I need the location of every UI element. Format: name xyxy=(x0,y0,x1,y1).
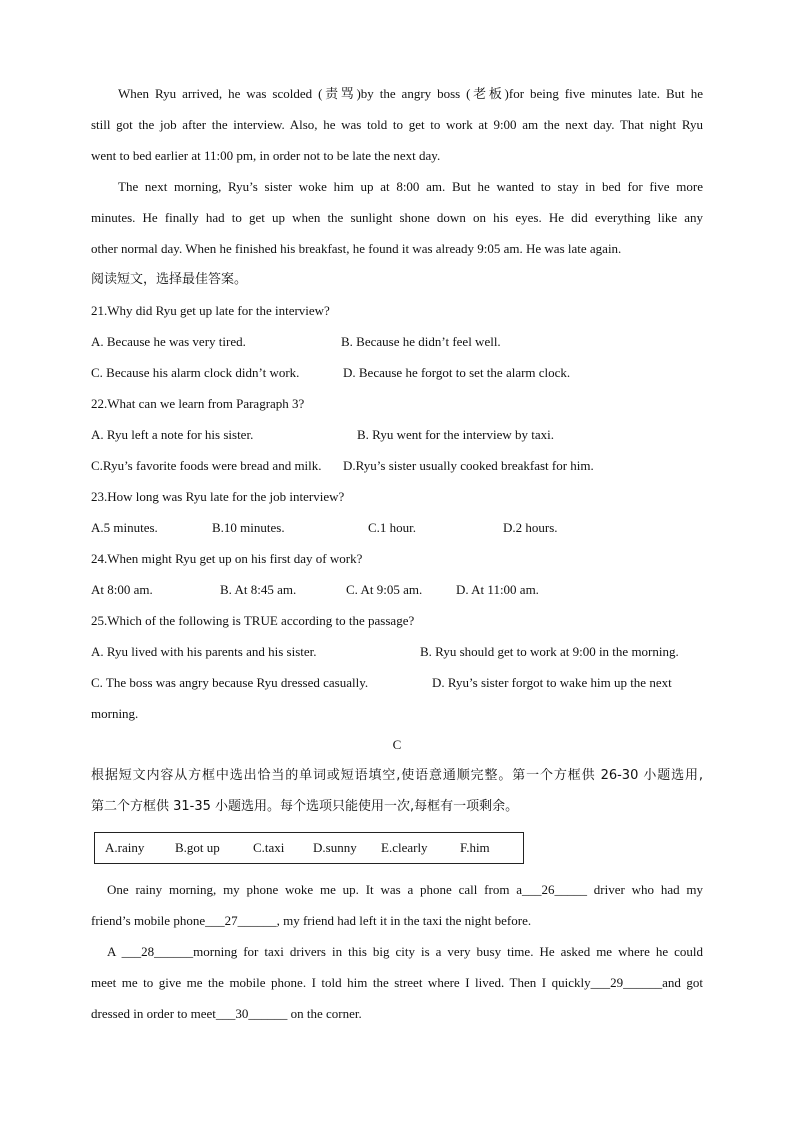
word-bank-option-f: F.him xyxy=(460,840,490,855)
passage-b-paragraph2-line1: When Ryu arrived, he was scolded (责骂)by the angry boss (老板)for being five minutes late. But he xyxy=(118,86,703,101)
question-25-stem: 25.Which of the following is TRUE according to the passage? xyxy=(91,613,415,628)
word-bank-option-e: E.clearly xyxy=(381,840,428,855)
section-c-instruction-line1: 根据短文内容从方框中选出恰当的单词或短语填空,使语意通顺完整。第一个方框供 26-30 小题选用, xyxy=(91,768,703,783)
question-21-stem: 21.Why did Ryu get up late for the interview? xyxy=(91,303,330,318)
question-23-option-c: C.1 hour. xyxy=(368,520,417,535)
question-22-option-d: D.Ryu’s sister usually cooked breakfast for him. xyxy=(343,458,594,473)
question-24-options xyxy=(91,574,703,605)
word-bank-box xyxy=(94,832,524,864)
question-24-option-b: B. At 8:45 am. xyxy=(220,582,297,597)
question-25-options-row1 xyxy=(91,636,703,667)
question-25-option-c: C. The boss was angry because Ryu dressed casually. xyxy=(91,675,369,690)
question-22-option-c: C.Ryu’s favorite foods were bread and milk. xyxy=(91,458,322,473)
cloze-line4: meet me to give me the mobile phone. I told him the street where I lived. Then I quickly___29______and got xyxy=(91,975,703,990)
question-24-option-d: D. At 11:00 am. xyxy=(456,582,539,597)
question-21-options-row2 xyxy=(91,357,703,388)
question-23-options xyxy=(91,512,703,543)
question-22-stem: 22.What can we learn from Paragraph 3? xyxy=(91,396,305,411)
question-22-option-a: A. Ryu left a note for his sister. xyxy=(91,427,254,442)
question-22-options-row2 xyxy=(91,450,703,481)
cloze-line5: dressed in order to meet___30______ on the corner. xyxy=(91,1006,362,1021)
question-21-option-a: A. Because he was very tired. xyxy=(91,334,246,349)
question-23-option-a: A.5 minutes. xyxy=(91,520,158,535)
section-c-instruction-line2: 第二个方框供 31-35 小题选用。每个选项只能使用一次,每框有一项剩余。 xyxy=(91,799,519,814)
question-25-option-d-continued: morning. xyxy=(91,706,139,721)
question-25-option-b: B. Ryu should get to work at 9:00 in the morning. xyxy=(420,644,679,659)
passage-b-paragraph3-line2: minutes. He finally had to get up when the sunlight shone down on his eyes. He did everything like any xyxy=(91,210,703,225)
question-25-option-a: A. Ryu lived with his parents and his sister. xyxy=(91,644,317,659)
passage-b-paragraph3-line1: The next morning, Ryu’s sister woke him up at 8:00 am. But he wanted to stay in bed for five more xyxy=(118,179,703,194)
reading-instruction: 阅读短文，选择最佳答案。 xyxy=(91,272,248,287)
word-bank-option-c: C.taxi xyxy=(253,840,285,855)
question-24-stem: 24.When might Ryu get up on his first day of work? xyxy=(91,551,363,566)
word-bank-option-b: B.got up xyxy=(175,840,220,855)
passage-b-paragraph3-line3: other normal day. When he finished his breakfast, he found it was already 9:05 am. He was late again. xyxy=(91,241,622,256)
question-25-option-d: D. Ryu’s sister forgot to wake him up the next xyxy=(432,675,672,690)
passage-b-paragraph2-line2: still got the job after the interview. Also, he was told to get to work at 9:00 am the next day. That night Ryu xyxy=(91,117,703,132)
cloze-line3: A ___28______morning for taxi drivers in this big city is a very busy time. He asked me where he could xyxy=(107,944,703,959)
question-21-option-b: B. Because he didn’t feel well. xyxy=(341,334,501,349)
question-23-option-b: B.10 minutes. xyxy=(212,520,285,535)
cloze-line2: friend’s mobile phone___27______, my friend had left it in the taxi the night before. xyxy=(91,913,532,928)
question-21-options-row1 xyxy=(91,326,703,357)
question-23-stem: 23.How long was Ryu late for the job interview? xyxy=(91,489,345,504)
question-22-options-row1 xyxy=(91,419,703,450)
question-23-option-d: D.2 hours. xyxy=(503,520,558,535)
question-21-option-d: D. Because he forgot to set the alarm clock. xyxy=(343,365,571,380)
passage-b-paragraph2-line3: went to bed earlier at 11:00 pm, in order not to be late the next day. xyxy=(91,148,441,163)
question-24-option-a: At 8:00 am. xyxy=(91,582,153,597)
cloze-line1: One rainy morning, my phone woke me up. It was a phone call from a___26_____ driver who had my xyxy=(107,882,703,897)
question-21-option-c: C. Because his alarm clock didn’t work. xyxy=(91,365,300,380)
document-page xyxy=(91,78,703,1029)
word-bank-option-a: A.rainy xyxy=(105,840,145,855)
section-c-heading: C xyxy=(392,737,402,752)
question-24-option-c: C. At 9:05 am. xyxy=(346,582,423,597)
question-22-option-b: B. Ryu went for the interview by taxi. xyxy=(357,427,554,442)
question-25-options-row2 xyxy=(91,667,703,698)
word-bank-option-d: D.sunny xyxy=(313,840,357,855)
